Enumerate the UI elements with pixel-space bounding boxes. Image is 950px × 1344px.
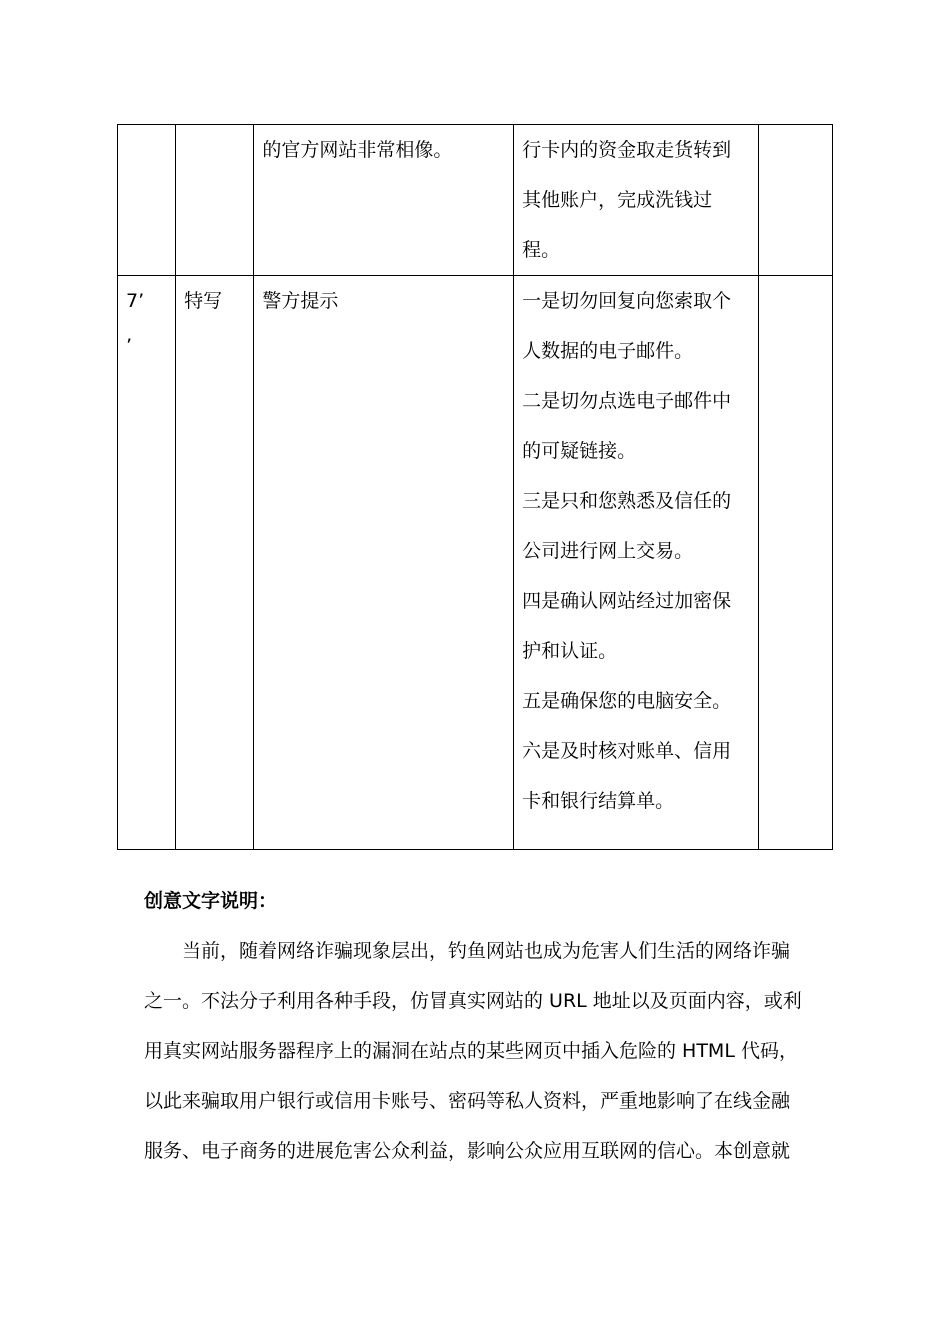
time-text-continued: ’ (126, 335, 133, 357)
content-line: 二是切勿点选电子邮件中 (522, 390, 732, 412)
content-line: 四是确认网站经过加密保 (522, 590, 732, 612)
extra-text (767, 125, 824, 175)
shot-cell (176, 276, 254, 850)
content-line: 的可疑链接。 (522, 440, 637, 462)
body-line: 当前，随着网络诈骗现象层出，钓鱼网站也成为危害人们生活的网络诈骗 (182, 940, 791, 962)
body-line: 服务、电子商务的进展危害公众利益，影响公众应用互联网的信心。本创意就 (144, 1140, 791, 1162)
time-text: 7’ (126, 290, 145, 312)
time-cell (118, 276, 176, 850)
content-line: 护和认证。 (522, 640, 618, 662)
content-line: 一是切勿回复向您索取个 (522, 290, 732, 312)
shot-text (184, 125, 245, 175)
body-line: 以此来骗取用户银行或信用卡账号、密码等私人资料，严重地影响了在线金融 (144, 1090, 791, 1112)
table-row (118, 125, 833, 276)
visual-text: 警方提示 (262, 290, 339, 312)
storyboard-table (117, 124, 833, 850)
section-body (144, 926, 804, 1176)
shot-cell (176, 125, 254, 276)
extra-text (767, 276, 824, 326)
content-line: 公司进行网上交易。 (522, 540, 694, 562)
section-heading: 创意文字说明： (144, 890, 278, 912)
shot-text: 特写 (184, 290, 223, 312)
body-line: 之一。不法分子利用各种手段，仿冒真实网站的 URL 地址以及页面内容，或利 (144, 990, 802, 1012)
content-line: 卡和银行结算单。 (522, 790, 675, 812)
body-line: 用真实网站服务器程序上的漏洞在站点的某些网页中插入危险的 HTML 代码， (144, 1040, 798, 1062)
visual-text: 的官方网站非常相像。 (262, 139, 453, 161)
content-line: 六是及时核对账单、信用 (522, 740, 732, 762)
visual-cell (254, 276, 514, 850)
content-cell (514, 276, 759, 850)
visual-cell (254, 125, 514, 276)
time-cell (118, 125, 176, 276)
time-text (126, 125, 167, 175)
content-line: 五是确保您的电脑安全。 (522, 690, 732, 712)
extra-cell (758, 125, 832, 276)
table-row (118, 276, 833, 850)
content-line: 三是只和您熟悉及信任的 (522, 490, 732, 512)
content-line: 程。 (522, 239, 561, 261)
content-line: 行卡内的资金取走货转到 (522, 139, 732, 161)
extra-cell (758, 276, 832, 850)
content-cell (514, 125, 759, 276)
content-line: 其他账户，完成洗钱过 (522, 189, 713, 211)
content-line: 人数据的电子邮件。 (522, 340, 694, 362)
